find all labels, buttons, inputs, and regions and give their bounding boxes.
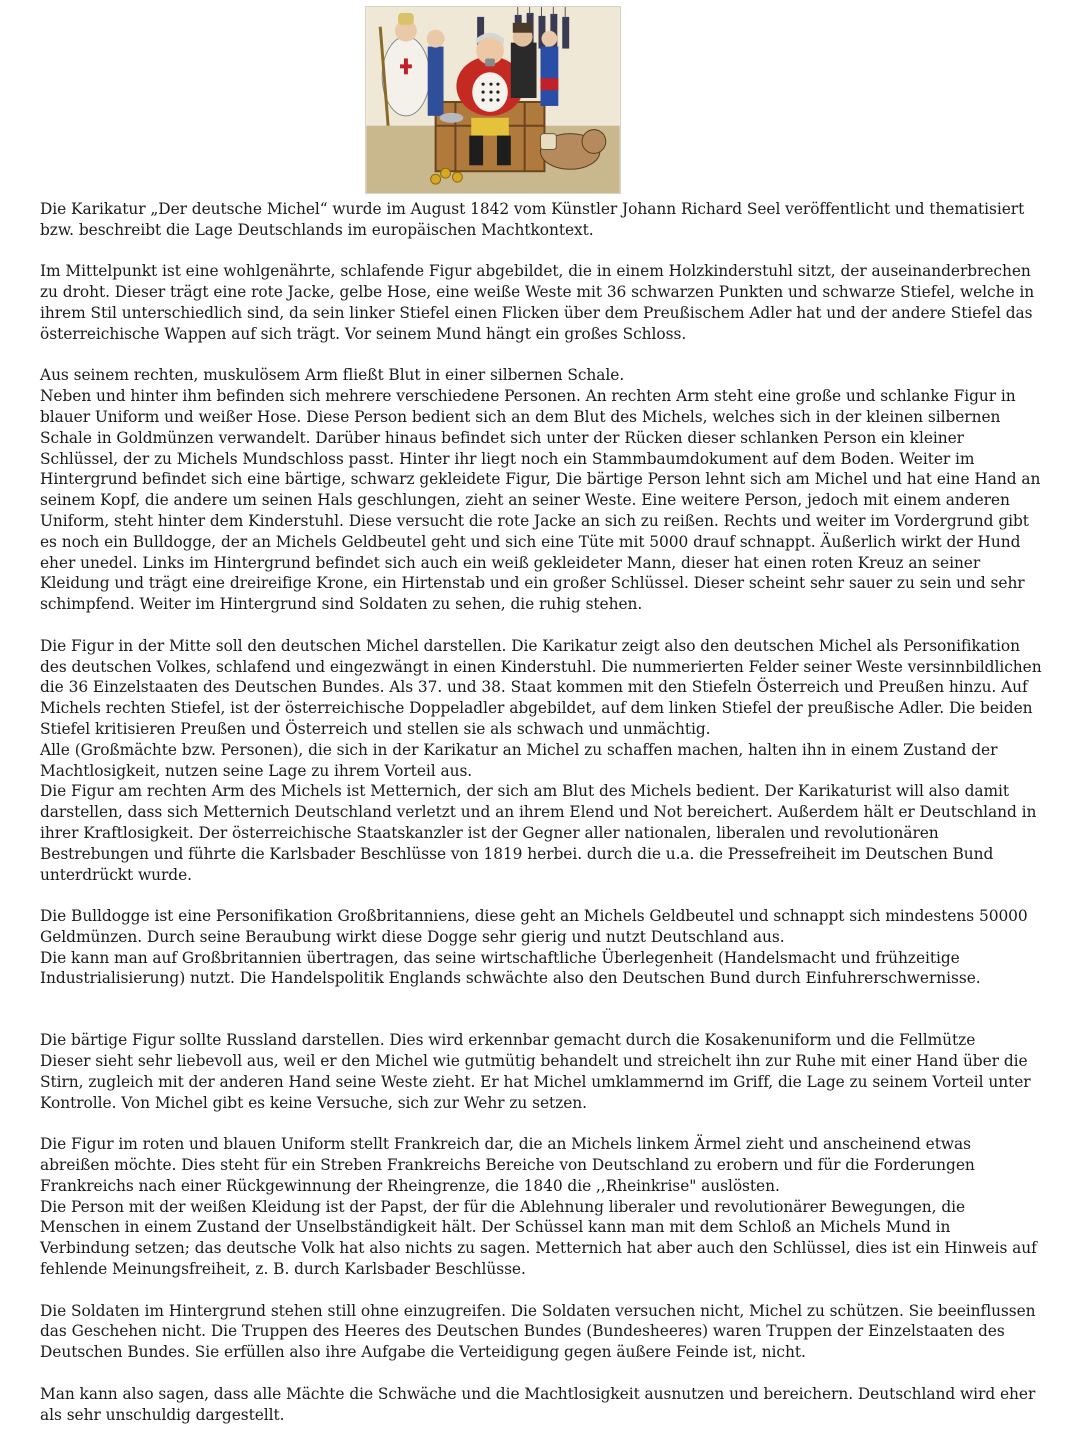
text-line: Die Figur im roten und blauen Uniform stellt Frankreich dar, die an Michels linkem Ärmel zieht und anscheinend etwas abreißen möchte. Dies steht für ein Streben Frankreichs Bereiche von Deutschland zu erobern und für die Forderungen Frankreichs nach einer Rückgewinnung der Rheingrenze, die 1840 die ,,Rheinkrise" auslösten. [40, 1135, 975, 1195]
paragraph [40, 1384, 1045, 1426]
paragraph [40, 906, 1045, 989]
text-line: Die Figur in der Mitte soll den deutschen Michel darstellen. Die Karikatur zeigt also den deutschen Michel als Personifikation des deutschen Volkes, schlafend und eingezwängt in einen Kinderstuhl. Die nummerierten Felder seiner Weste versinnbildlichen die 36 Einzelstaaten des Deutschen Bundes. Als 37. und 38. Staat kommen mit den Stiefeln Österreich und Preußen hinzu. Auf Michels rechten Stiefel, ist der österreichische Doppeladler abgebildet, auf dem linken Stiefel der preußische Adler. Die beiden Stiefel kritisieren Preußen und Österreich und stellen sie als schwach und unmächtig. [40, 636, 1042, 738]
text-line: Dieser sieht sehr liebevoll aus, weil er den Michel wie gutmütig behandelt und streichelt ihn zur Ruhe mit einer Hand über die Stirn, zugleich mit der anderen Hand seine Weste zieht. Er hat Michel umklammernd im Griff, die Lage zu seinem Vorteil unter Kontrolle. Von Michel gibt es keine Versuche, sich zur Wehr zu setzen. [40, 1052, 1031, 1112]
document-body [40, 199, 1045, 1446]
text-line: Aus seinem rechten, muskulösem Arm fließt Blut in einer silbernen Schale. [40, 366, 625, 385]
text-line: Die Person mit der weißen Kleidung ist der Papst, der für die Ablehnung liberaler und revolutionärer Bewegungen, die Menschen in einem Zustand der Unselbständigkeit hält. Der Schüssel kann man mit dem Schloß an Michels Mund in Verbindung setzen; das deutsche Volk hat also nichts zu sagen. Metternich hat aber auch den Schlüssel, dies ist ein Hinweis auf fehlende Meinungsfreiheit, z. B. durch Karlsbader Beschlüsse. [40, 1197, 1037, 1279]
text-line: Im Mittelpunkt ist eine wohlgenährte, schlafende Figur abgebildet, die in einem Holzkinderstuhl sitzt, der auseinanderbrechen zu droht. Dieser trägt eine rote Jacke, gelbe Hose, eine weiße Weste mit 36 schwarzen Punkten und schwarze Stiefel, welche in ihrem Stil unterschiedlich sind, da sein linker Stiefel einen Flicken über dem Preußischem Adler hat und der andere Stiefel das österreichische Wappen auf sich trägt. Vor seinem Mund hängt ein großes Schloss. [40, 262, 1035, 343]
paragraph [40, 636, 1045, 886]
paragraph [40, 261, 1045, 344]
paragraph [40, 1030, 1045, 1113]
text-line: Man kann also sagen, dass alle Mächte die Schwäche und die Machtlosigkeit ausnutzen und bereichern. Deutschland wird eher als sehr unschuldig dargestellt. [40, 1384, 1036, 1424]
text-line: Die Soldaten im Hintergrund stehen still ohne einzugreifen. Die Soldaten versuchen nicht, Michel zu schützen. Sie beeinflussen das Geschehen nicht. Die Truppen des Heeres des Deutschen Bundes (Bundesheeres) waren Truppen der Einzelstaaten des Deutschen Bundes. Sie erfüllen also ihre Aufgabe die Verteidigung gegen äußere Feinde ist, nicht. [40, 1301, 1036, 1362]
paragraph [40, 1301, 1045, 1363]
paragraph [40, 199, 1045, 241]
caricature-illustration [365, 6, 621, 194]
text-line: Die Karikatur „Der deutsche Michel“ wurde im August 1842 vom Künstler Johann Richard Seel veröffentlicht und thematisiert bzw. beschreibt die Lage Deutschlands im europäischen Machtkontext. [40, 200, 1025, 239]
text-line: Neben und hinter ihm befinden sich mehrere verschiedene Personen. An rechten Arm steht eine große und schlanke Figur in blauer Uniform und weißer Hose. Diese Person bedient sich an dem Blut des Michels, welches sich in der kleinen silbernen Schale in Goldmünzen verwandelt. Darüber hinaus befindet sich unter der Rücken dieser schlanken Person ein kleiner Schlüssel, der zu Michels Mundschloss passt. Hinter ihr liegt noch ein Stammbaumdokument auf dem Boden. Weiter im Hintergrund befindet sich eine bärtige, schwarz gekleidete Figur, Die bärtige Person lehnt sich am Michel und hat eine Hand an seinem Kopf, die andere um seinen Hals geschlungen, zieht an seiner Weste. Eine weitere Person, jedoch mit einem anderen Uniform, steht hinter dem Kinderstuhl. Diese versucht die rote Jacke an sich zu reißen. Rechts und weiter im Vordergrund gibt es noch ein Bulldogge, der an Michels Geldbeutel geht und sich eine Tüte mit 5000 drauf schnappt. Äußerlich wirkt der Hund eher unedel. Links im Hintergrund befindet sich auch ein weiß gekleideter Mann, dieser hat einen roten Kreuz an seiner Kleidung und trägt eine dreireifige Krone, ein Hirtenstab und ein großer Schlüssel. Dieser scheint sehr sauer zu sein und sehr schimpfend. Weiter im Hintergrund sind Soldaten zu sehen, die ruhig stehen. [40, 387, 1041, 614]
text-line: Alle (Großmächte bzw. Personen), die sich in der Karikatur an Michel zu schaffen machen, halten ihn in einem Zustand der Machtlosigkeit, nutzen seine Lage zu ihrem Vorteil aus. [40, 740, 998, 780]
text-line: Die Figur am rechten Arm des Michels ist Metternich, der sich am Blut des Michels bedient. Der Karikaturist will also damit darstellen, dass sich Metternich Deutschland verletzt und an ihrem Elend und Not bereichert. Außerdem hält er Deutschland in ihrer Kraftlosigkeit. Der österreichische Staatskanzler ist der Gegner aller nationalen, liberalen und revolutionären Bestrebungen und führte die Karlsbader Beschlüsse von 1819 herbei. durch die u.a. die Pressefreiheit im Deutschen Bund unterdrückt wurde. [40, 782, 1037, 884]
text-line: Die Bulldogge ist eine Personifikation Großbritanniens, diese geht an Michels Geldbeutel und schnappt sich mindestens 50000 Geldmünzen. Durch seine Beraubung wirkt diese Dogge sehr gierig und nutzt Deutschland aus. [40, 907, 1028, 946]
text-line: Die kann man auf Großbritannien übertragen, das seine wirtschaftliche Überlegenheit (Handelsmacht und frühzeitige Industrialisierung) nutzt. Die Handelspolitik Englands schwächte also den Deutschen Bund durch Einfuhrerschwernisse. [40, 948, 981, 988]
paragraph [40, 1134, 1045, 1280]
paragraph [40, 365, 1045, 615]
text-line: Die bärtige Figur sollte Russland darstellen. Dies wird erkennbar gemacht durch die Kosakenuniform und die Fellmütze [40, 1031, 976, 1050]
caricature-illustration-icon [366, 7, 620, 193]
